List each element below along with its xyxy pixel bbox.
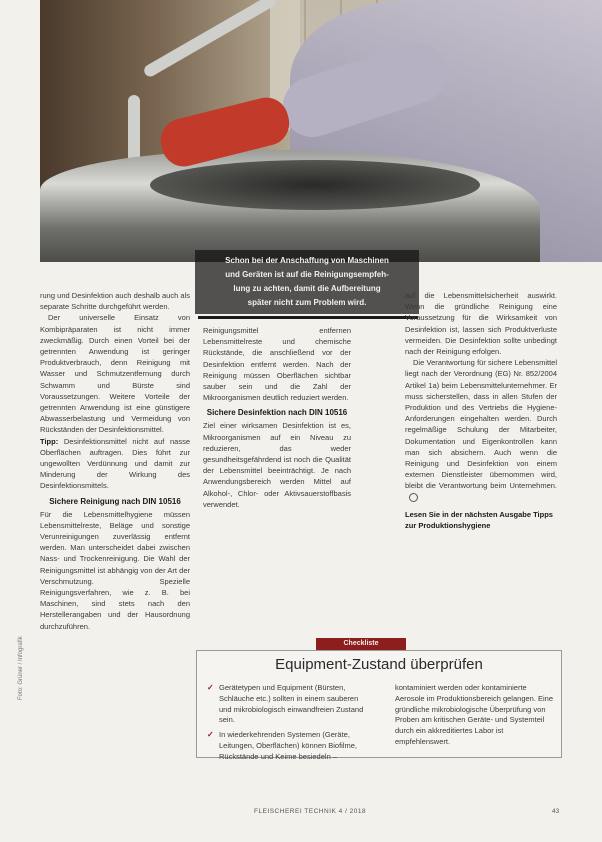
caption-divider	[198, 316, 418, 319]
paragraph: Ziel einer wirksamen Desinfektion ist es, Mikroorganismen auf ein Niveau zu reduzieren, das weder gesundheitsgefährdend ist noch die Qualität der Lebensmittel beeinträchtigt. Je nach Anwendungsbereich werden Mittel auf Alkohol-, Chlor- oder Aktivsauerstoffbasis verwendet.	[203, 421, 351, 509]
kitchen-sink-photo	[40, 0, 602, 262]
paragraph: Reinigungsmittel entfernen Lebensmittelreste und chemische Rückstände, die anschließend vor der Desinfektion entfernt werden. Nach der Reinigung müssen Oberflächen sichtbar sauber sein und die Zahl der Mikroorganismen deutlich reduziert werden.	[203, 326, 351, 403]
checklist-continued-text: kontaminiert werden oder kontaminierte Aerosole im Produktionsbereich gelangen. Eine gründliche mikrobiologische Überprüfung von Proben am kritischen Geräte- und Systemteil durch ein akkreditiertes Labor ist empfehlenswert.	[395, 683, 554, 746]
paragraph: Für die Lebensmittelhygiene müssen Lebensmittelreste, Beläge und sonstige Verunreinigungen zuverlässig entfernt werden. Man unterscheidet dabei zwischen Nass- und Trockenreinigung. Die Wahl der Reinigungsmittel ist abhängig von der Art der Verschmutzung. Spezielle Reinigungsverfahren, wie z. B. bei Maschinen, sind stets nach den Herstellerangaben und der Hausordnung durchzuführen.	[40, 509, 190, 631]
checklist-column-left	[207, 683, 367, 767]
paragraph: rung und Desinfektion auch deshalb auch als separate Schritte durchgeführt werden.	[40, 291, 190, 312]
checklist-item	[207, 730, 367, 762]
checklist-tag: Checkliste	[316, 638, 406, 650]
checklist-box	[196, 650, 562, 761]
paragraph	[405, 357, 557, 503]
checklist-title: Equipment-Zustand überprüfen	[275, 656, 483, 673]
caption-line: später nicht zum Problem wird.	[247, 298, 367, 307]
next-issue-teaser: Lesen Sie in der nächsten Ausgabe Tipps zur Produktionshygiene	[405, 509, 553, 531]
tipp-label: Tipp:	[40, 436, 59, 446]
paragraph: Der universelle Einsatz von Kombipräparaten ist nicht immer zweckmäßig. Durch einen Vorteil bei der getrennten Anwendung ist geringer Produktverbrauch, denn Reinigung mit Wasser und Schmutzentfernung durch Schwamm und Bürste sind Voraussetzungen. Weitere Vorteile der getrennten Anwendung ist eine günstigere Abwasserbelastung und Vermeidung von Rückständen der Desinfektionsmittel.	[40, 313, 190, 435]
checklist-item-text: Gerätetypen und Equipment (Bürsten, Schläuche etc.) sollten in einem sauberen und mikrobiologisch einwandfreien Zustand sein.	[219, 683, 364, 725]
checklist-column-right	[395, 683, 555, 748]
checkmark-icon: ✓	[207, 683, 214, 692]
photo-caption	[195, 250, 419, 314]
article-end-icon	[409, 493, 418, 502]
article-column-left	[40, 290, 190, 632]
page-number: 43	[552, 808, 560, 815]
photo-credit: Foto: Grüner / Infografik	[18, 636, 24, 700]
tipp-text: Desinfektionsmittel nicht auf nasse Oberflächen auftragen. Dies führt zur ungewollten Verdünnung und damit zur Minderung der Wirkung des Desinfektionsmittels.	[40, 436, 190, 491]
photo-basin	[150, 160, 480, 210]
tipp-paragraph	[40, 436, 190, 492]
checklist-item-text: In wiederkehrenden Systemen (Geräte, Leitungen, Oberflächen) können Biofilme, Rückstände und Keime besiedeln –	[219, 730, 358, 761]
paragraph-text: Die Verantwortung für sichere Lebensmittel liegt nach der Verordnung (EG) Nr. 852/2004 Artikel 1a) beim Lebensmittelunternehmer. Er muss sicherstellen, dass in allen Stufen der Produktion und des Vertriebs die Hygiene-Anforderungen eingehalten werden. Durch regelmäßige Schulung der Mitarbeiter, Dokumentation und Eigenkontrollen kann man sich absichern. Auch wenn die Reinigung und Desinfektion von einem externen Dienstleister übernommen wird, bleibt die Verantwortung beim Unternehmen.	[405, 358, 557, 491]
page-footer	[0, 808, 602, 820]
caption-line: Schon bei der Anschaffung von Maschinen	[225, 256, 389, 265]
caption-line: lung zu achten, damit die Aufbereitung	[233, 284, 381, 293]
checkmark-icon: ✓	[207, 730, 214, 740]
paragraph: auf die Lebensmittelsicherheit auswirkt. Wenn die gründliche Reinigung eine Voraussetzung für die Wirksamkeit von Desinfektion ist, lassen sich Produktverluste vermeiden. Die Desinfektion sollte unbedingt nach der Reinigung erfolgen.	[405, 291, 557, 357]
magazine-name: FLEISCHEREI TECHNIK 4 / 2018	[254, 808, 367, 815]
article-column-middle	[203, 325, 351, 510]
section-heading: Sichere Reinigung nach DIN 10516	[49, 496, 181, 506]
article-column-right	[405, 290, 557, 531]
section-heading: Sichere Desinfektion nach DIN 10516	[206, 408, 348, 418]
caption-line: und Geräten ist auf die Reinigungsempfeh-	[225, 270, 389, 279]
checklist-item	[207, 683, 367, 726]
